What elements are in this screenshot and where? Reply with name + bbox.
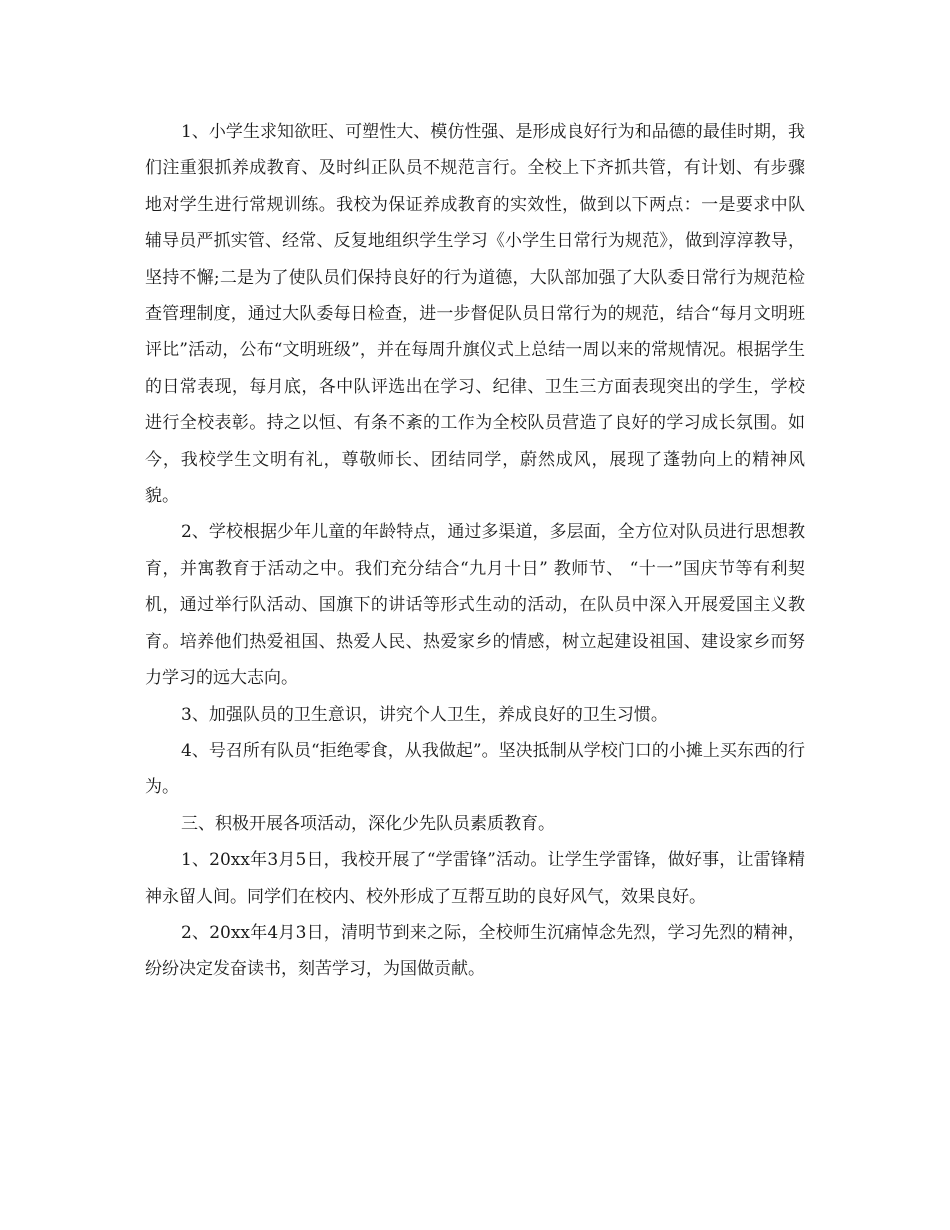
paragraph-no-snacks: 4、号召所有队员“拒绝零食，从我做起”。坚决抵制从学校门口的小摊上买东西的行为。: [145, 740, 805, 798]
paragraph-qingming: 2、20xx年4月3日，清明节到来之际，全校师生沉痛悼念先烈，学习先烈的精神，纷纷决定发奋读书，刻苦学习，为国做贡献。: [145, 922, 805, 980]
paragraph-habit-education: 1、小学生求知欲旺、可塑性大、模仿性强、是形成良好行为和品德的最佳时期，我们注重狠抓养成教育、及时纠正队员不规范言行。全校上下齐抓共管，有计划、有步骤地对学生进行常规训练。我校为保证养成教育的实效性，做到以下两点：一是要求中队辅导员严抓实管、经常、反复地组织学生学习《小学生日常行为规范》，做到淳淳教导，坚持不懈;二是为了使队员们保持良好的行为道德，大队部加强了大队委日常行为规范检查管理制度，通过大队委每日检查，进一步督促队员日常行为的规范，结合“每月文明班评比”活动，公布“文明班级”，并在每周升旗仪式上总结一周以来的常规情况。根据学生的日常表现，每月底，各中队评选出在学习、纪律、卫生三方面表现突出的学生，学校进行全校表彰。持之以恒、有条不紊的工作为全校队员营造了良好的学习成长氛围。如今，我校学生文明有礼，尊敬师长、团结同学，蔚然成风，展现了蓬勃向上的精神风貌。: [145, 122, 805, 507]
section-heading-activities: 三、积极开展各项活动，深化少先队员素质教育。: [181, 813, 555, 834]
document-body: [145, 114, 805, 988]
paragraph-hygiene: 3、加强队员的卫生意识，讲究个人卫生，养成良好的卫生习惯。: [181, 704, 668, 725]
paragraph-lei-feng: 1、20xx年3月5日，我校开展了“学雷锋”活动。让学生学雷锋，做好事，让雷锋精神永留人间。同学们在校内、校外形成了互帮互助的良好风气，效果良好。: [145, 850, 805, 907]
paragraph-ideological-education: 2、学校根据少年儿童的年龄特点，通过多渠道，多层面，全方位对队员进行思想教育，并寓教育于活动之中。我们充分结合“九月十日” 教师节、 “十一”国庆节等有利契机，通过举行队活动、国旗下的讲话等形式生动的活动，在队员中深入开展爱国主义教育。培养他们热爱祖国、热爱人民、热爱家乡的情感，树立起建设祖国、建设家乡而努力学习的远大志向。: [145, 522, 805, 689]
